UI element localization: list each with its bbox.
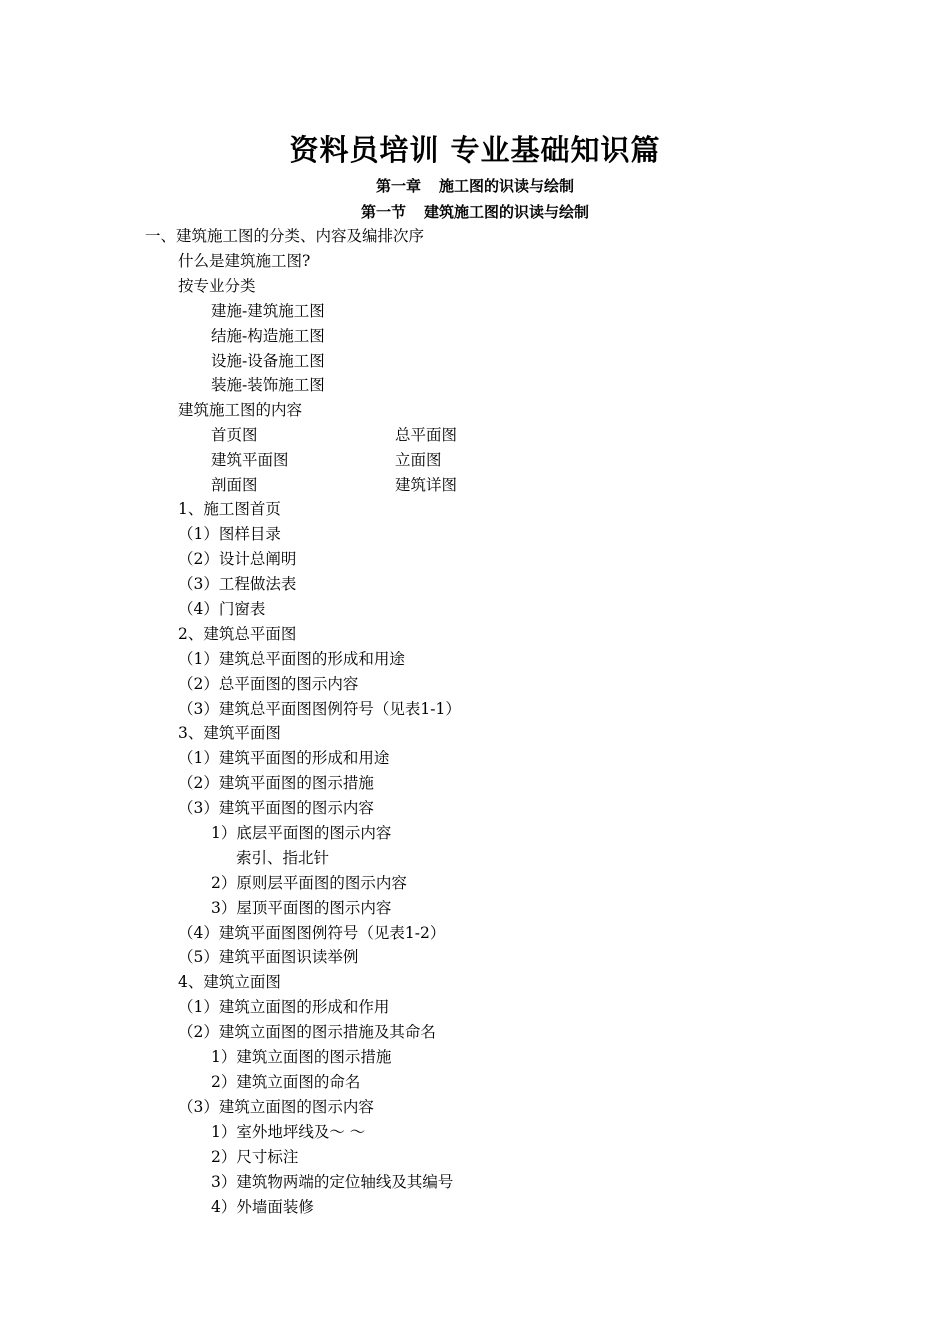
outline-item: 1）建筑立面图的图示措施 bbox=[211, 1048, 392, 1066]
outline-item: 4）外墙面装修 bbox=[211, 1198, 314, 1216]
outline-item: 按专业分类 bbox=[178, 277, 256, 295]
outline-item: 2）原则层平面图的图示内容 bbox=[211, 874, 407, 892]
outline-item: （3）工程做法表 bbox=[178, 575, 297, 593]
outline-item: 4、建筑立面图 bbox=[178, 973, 281, 991]
outline-item: 设施-设备施工图 bbox=[211, 352, 325, 370]
outline-item: 索引、指北针 bbox=[236, 849, 330, 867]
outline-item: 建施-建筑施工图 bbox=[211, 302, 325, 320]
outline-item: 立面图 bbox=[395, 451, 442, 469]
outline-item: 1）室外地坪线及～ ～ bbox=[211, 1123, 366, 1141]
outline-item: 2、建筑总平面图 bbox=[178, 625, 297, 643]
outline-item: 建筑平面图 bbox=[211, 451, 289, 469]
outline-item: 1）底层平面图的图示内容 bbox=[211, 824, 392, 842]
outline-item: 3）建筑物两端的定位轴线及其编号 bbox=[211, 1173, 454, 1191]
chapter-number: 第一章 bbox=[375, 177, 421, 195]
outline-item: （2）总平面图的图示内容 bbox=[178, 675, 359, 693]
outline-item: （5）建筑平面图识读举例 bbox=[178, 948, 359, 966]
outline-item: 首页图 bbox=[211, 426, 258, 444]
outline-item: （2）设计总阐明 bbox=[178, 550, 297, 568]
outline-item: （1）建筑总平面图的形成和用途 bbox=[178, 650, 405, 668]
section-name: 建筑施工图的识读与绘制 bbox=[424, 203, 590, 221]
outline-heading: 一、建筑施工图的分类、内容及编排次序 bbox=[145, 227, 425, 245]
outline-item: 3、建筑平面图 bbox=[178, 724, 281, 742]
outline-item: （2）建筑平面图的图示措施 bbox=[178, 774, 374, 792]
outline-item: 装施-装饰施工图 bbox=[211, 376, 325, 394]
outline-item: 建筑施工图的内容 bbox=[178, 401, 303, 419]
outline-item: 1、施工图首页 bbox=[178, 500, 281, 518]
outline-item: 2）尺寸标注 bbox=[211, 1148, 299, 1166]
section-number: 第一节 bbox=[360, 203, 406, 221]
outline-item: 剖面图 bbox=[211, 476, 258, 494]
section-heading bbox=[0, 201, 950, 223]
outline-item: 3）屋顶平面图的图示内容 bbox=[211, 899, 392, 917]
outline-item: （3）建筑立面图的图示内容 bbox=[178, 1098, 374, 1116]
chapter-heading bbox=[0, 175, 950, 197]
outline-item: （3）建筑平面图的图示内容 bbox=[178, 799, 374, 817]
document-title: 资料员培训 专业基础知识篇 bbox=[289, 133, 661, 167]
outline-item: （3）建筑总平面图图例符号（见表1-1） bbox=[178, 700, 461, 718]
outline-item: （1）建筑平面图的形成和用途 bbox=[178, 749, 390, 767]
outline-item: 结施-构造施工图 bbox=[211, 327, 325, 345]
outline-item: （2）建筑立面图的图示措施及其命名 bbox=[178, 1023, 436, 1041]
outline-item: （4）建筑平面图图例符号（见表1-2） bbox=[178, 924, 446, 942]
outline-item: （1）建筑立面图的形成和作用 bbox=[178, 998, 390, 1016]
outline-item: 什么是建筑施工图? bbox=[178, 252, 311, 270]
outline-item: 总平面图 bbox=[395, 426, 458, 444]
outline-item: （1）图样目录 bbox=[178, 525, 281, 543]
chapter-name: 施工图的识读与绘制 bbox=[439, 177, 575, 195]
outline-item: 建筑详图 bbox=[395, 476, 458, 494]
outline-item: （4）门窗表 bbox=[178, 600, 266, 618]
outline-item: 2）建筑立面图的命名 bbox=[211, 1073, 361, 1091]
